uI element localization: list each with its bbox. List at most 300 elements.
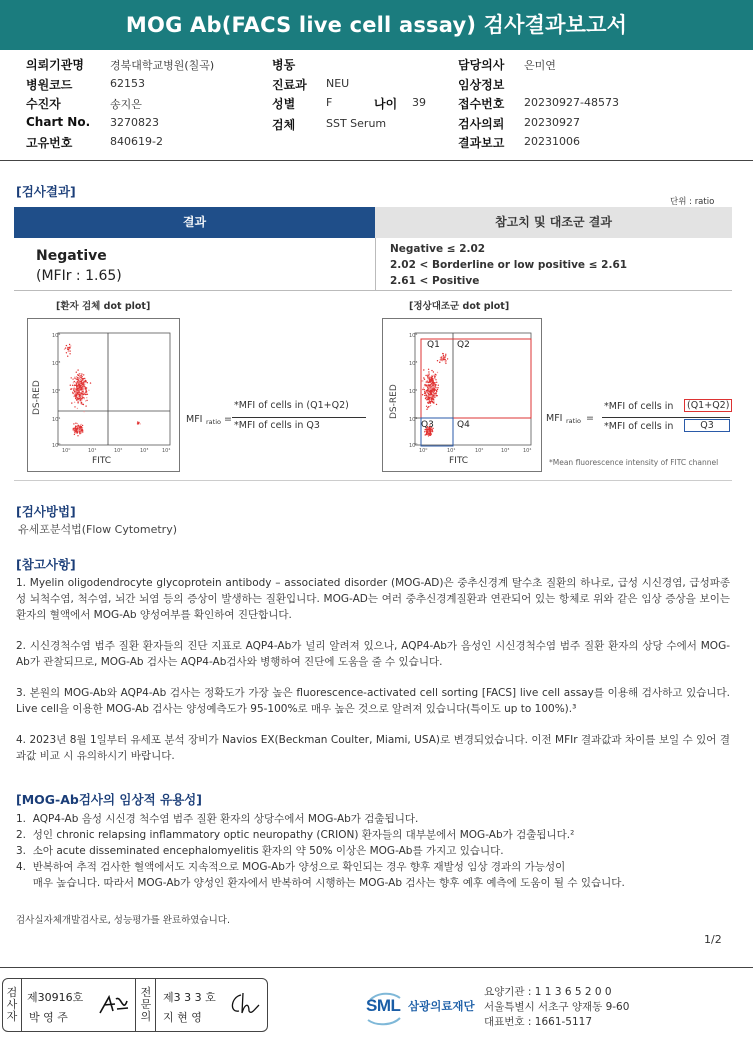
cell-dot [77,379,78,380]
examiner-signature [97,991,131,1019]
header-value: 20230927 [524,115,580,129]
cell-dot [430,403,431,404]
formula2-numerator-text: *MFI of cells in [604,401,674,412]
cell-dot [421,380,422,381]
cell-dot [429,380,430,381]
cell-dot [84,393,85,394]
control-plot-title: [정상대조군 dot plot] [409,301,510,312]
cell-dot [85,405,86,406]
cell-dot [428,371,429,372]
cell-dot [428,406,429,407]
header-value: 경북대학교병원(칠곡) [110,59,215,72]
cell-dot [71,402,72,403]
cell-dot [87,382,88,383]
header-info [0,50,753,160]
cell-dot [438,385,439,386]
cell-dot [79,375,80,376]
control-q2-label: Q2 [457,340,470,350]
cell-dot [83,385,84,386]
cell-dot [436,395,437,396]
header-label: 병원코드 [26,77,73,92]
cell-dot [436,390,437,391]
cell-dot [439,362,440,363]
cell-dot [82,425,83,426]
cell-dot [65,347,66,348]
cell-dot [424,379,425,380]
cell-dot [426,390,427,391]
cell-dot [74,406,75,407]
cell-dot [445,354,446,355]
cell-dot [436,404,437,405]
cell-dot [427,389,428,390]
header-label: 검사의뢰 [458,116,505,131]
patient-xlabel: FITC [92,456,112,466]
cell-dot [424,384,425,385]
control-q1-label: Q1 [427,340,440,350]
cell-dot [64,349,65,350]
cell-dot [433,395,434,396]
header-label: 수진자 [26,97,61,111]
patient-dot-plot [27,318,180,472]
header-value: SST Serum [326,117,387,131]
unit-label: 단위 : ratio [670,197,715,207]
cell-dot [81,381,82,382]
header-value: 62153 [110,76,145,90]
cell-dot [70,385,71,386]
cell-dot [425,434,426,435]
cell-dot [69,347,70,348]
cell-dot [78,394,79,395]
cell-dot [67,347,68,348]
header-label: 고유번호 [26,136,73,150]
control-xlabel: FITC [449,456,469,466]
cell-dot [435,387,436,388]
header-value: F [326,96,333,109]
result-column-header: 결과 [14,207,375,238]
svg-text:10³: 10³ [501,448,510,454]
org-phone: 대표번호 : 1661-5117 [484,1016,593,1028]
cell-dot [73,428,74,429]
cell-dot [88,390,89,391]
cell-dot [428,435,429,436]
cell-dot [78,389,79,390]
specialist-label: 전 문 의 [140,986,152,1023]
cell-dot [76,383,77,384]
cell-dot [137,421,138,422]
cell-dot [441,357,442,358]
cell-dot [429,391,430,392]
clinical-item: 3. 소아 acute disseminated encephalomyelitis 환자의 약 50% 이상은 MOG-Ab를 가지고 있습니다. [16,845,504,857]
cell-dot [67,356,68,357]
cell-dot [424,395,425,396]
control-q4-label: Q4 [457,420,470,430]
cell-dot [429,401,430,402]
cell-dot [430,405,431,406]
control-dot-plot [382,318,542,472]
formula2-numerator-box: (Q1+Q2) [684,399,732,412]
svg-text:10⁴: 10⁴ [52,333,61,339]
header-value: 은미연 [524,59,556,72]
result-section-title: [검사결과] [16,184,76,199]
org-name: 삼광의료재단 [408,999,475,1013]
cell-dot [434,376,435,377]
svg-text:10³: 10³ [409,361,418,367]
cell-dot [78,377,79,378]
cell-dot [80,373,81,374]
cell-dot [428,375,429,376]
cell-dot [76,388,77,389]
cell-dot [440,359,441,360]
patient-plot-title: [환자 검체 dot plot] [56,301,151,312]
result-line2: (MFIr : 1.65) [36,268,122,284]
header-label: 접수번호 [458,97,505,111]
cell-dot [433,401,434,402]
svg-text:10⁰: 10⁰ [409,443,418,449]
cell-dot [74,402,75,403]
cell-dot [435,374,436,375]
cell-dot [82,384,83,385]
cell-dot [81,375,82,376]
cell-dot [81,395,82,396]
cell-dot [70,345,71,346]
cell-dot [429,435,430,436]
org-info [484,985,629,1030]
plots-bottom-rule [14,480,732,481]
cell-dot [426,432,427,433]
cell-dot [79,382,80,383]
cell-dot [423,377,424,378]
formula2 [546,397,736,441]
cell-dot [79,373,80,374]
cell-dot [424,389,425,390]
cell-dot [74,389,75,390]
header-label: 담당의사 [458,58,505,72]
cell-dot [429,385,430,386]
cell-dot [74,381,75,382]
cell-dot [81,402,82,403]
cell-dot [71,377,72,378]
cell-dot [82,431,83,432]
cell-dot [80,388,81,389]
cell-dot [83,390,84,391]
header-label: 진료과 [272,77,307,92]
svg-text:10³: 10³ [140,448,149,454]
footer-top-rule [0,967,753,968]
cell-dot [431,384,432,385]
cell-dot [427,431,428,432]
reference-column-header: 참고치 및 대조군 결과 [375,207,732,238]
cell-dot [82,430,83,431]
cell-dot [434,390,435,391]
cell-dot [85,400,86,401]
cell-dot [90,382,91,383]
header-label: 성별 [272,97,296,111]
cell-dot [443,357,444,358]
cell-dot [84,378,85,379]
cell-dot [432,395,433,396]
control-ylabel: DS-RED [389,384,399,419]
cell-dot [73,378,74,379]
note-3: 3. 본원의 MOG-Ab와 AQP4-Ab 검사는 정확도가 가장 높은 fluorescence-activated cell sorting [FACS] live cell assay를 이용해 검사하고 있습니다. Live cell을 이용한 MOG-Ab 검사는 양성예측도가 95-100%로 매우 높은 것으로 알려져 있습니다(특이도 up to 100%).³ [16,687,730,715]
control-q1q2-box [421,339,531,418]
cell-dot [73,396,74,397]
result-value [36,246,122,286]
org-code: 요양기관 : 1 1 3 6 5 2 0 0 [484,986,612,998]
cell-dot [430,430,431,431]
svg-text:10³: 10³ [52,361,61,367]
cell-dot [80,398,81,399]
clinical-item: 매우 높습니다. 따라서 MOG-Ab가 양성인 환자에서 반복하여 시행하는 MOG-Ab 검사는 향후 예후 예측에 도움이 될 수 있습니다. [16,877,625,889]
cell-dot [76,397,77,398]
cell-dot [427,381,428,382]
cell-dot [427,396,428,397]
reference-values [390,241,627,289]
cell-dot [433,371,434,372]
cell-dot [422,389,423,390]
result-bottom-rule [14,290,732,291]
clinical-item: 4. 반복하여 추적 검사한 혈액에서도 지속적으로 MOG-Ab가 양성으로 확인되는 경우 향후 재발성 임상 경과의 가능성이 [16,861,566,873]
cell-dot [71,388,72,389]
cell-dot [85,387,86,388]
cell-dot [432,375,433,376]
cell-dot [442,358,443,359]
result-line1: Negative [36,248,107,264]
cell-dot [429,377,430,378]
cell-dot [77,402,78,403]
cell-dot [428,394,429,395]
cell-dot [429,389,430,390]
clinical-list [16,811,732,891]
header-value: 송지은 [110,98,142,111]
cell-dot [73,382,74,383]
cell-dot [83,381,84,382]
header-value: 840619-2 [110,135,163,148]
cell-dot [432,431,433,432]
svg-text:10⁰: 10⁰ [52,443,61,449]
patient-dots [64,344,141,437]
cell-dot [75,398,76,399]
cell-dot [77,369,78,370]
cell-dot [72,385,73,386]
cell-dot [432,386,433,387]
cell-dot [83,374,84,375]
note-4: 4. 2023년 8월 1일부터 유세포 분석 장비가 Navios EX(Beckman Coulter, Miami, USA)로 변경되었습니다. 이전 MFIr 결과값과 차이를 보일 수 있어 결과값 비교 시 유의하시기 바랍니다. [16,734,730,762]
cell-dot [432,382,433,383]
header-divider [0,160,753,161]
cell-dot [78,396,79,397]
cell-dot [77,393,78,394]
specialist-signature [225,989,263,1019]
formula2-denominator-box: Q3 [684,419,730,432]
cell-dot [84,383,85,384]
cell-dot [85,380,86,381]
cell-dot [435,385,436,386]
cell-dot [74,391,75,392]
cell-dot [427,378,428,379]
cell-dot [81,424,82,425]
cell-dot [76,381,77,382]
cell-dot [444,357,445,358]
cell-dot [77,435,78,436]
control-q3-label: Q3 [421,420,434,430]
formula2-ratio: ratio [566,417,581,425]
formula1 [186,399,372,439]
cell-dot [79,387,80,388]
cell-dot [76,376,77,377]
specialist-license: 제3 3 3 호 [163,991,216,1004]
cell-dot [75,396,76,397]
patient-ylabel: DS-RED [32,380,42,415]
cell-dot [426,395,427,396]
cell-dot [426,391,427,392]
cell-dot [428,369,429,370]
notes-body [16,575,730,764]
examiner-divider [21,979,22,1031]
cell-dot [431,380,432,381]
cell-dot [443,355,444,356]
header-value: 20230927-48573 [524,96,619,109]
cell-dot [83,404,84,405]
svg-text:10²: 10² [114,448,123,454]
cell-dot [427,407,428,408]
cell-dot [68,351,69,352]
cell-dot [74,377,75,378]
cell-dot [431,398,432,399]
cell-dot [82,378,83,379]
cell-dot [86,397,87,398]
cell-dot [77,428,78,429]
cell-dot [80,397,81,398]
formula1-mfi: MFI [186,414,203,425]
cell-dot [431,375,432,376]
cell-dot [427,400,428,401]
formula2-fraction-bar [602,417,730,418]
formula1-numerator: *MFI of cells in (Q1+Q2) [234,400,349,411]
reference-borderline: 2.02 < Borderline or low positive ≤ 2.61 [390,259,628,271]
cell-dot [426,385,427,386]
cell-dot [74,430,75,431]
mfi-footnote: *Mean fluorescence intensity of FITC channel [549,458,719,467]
cell-dot [431,433,432,434]
notes-title: [참고사항] [16,557,76,572]
cell-dot [81,400,82,401]
age-value: 39 [412,96,426,109]
cell-dot [445,362,446,363]
cell-dot [431,400,432,401]
cell-dot [76,372,77,373]
cell-dot [79,385,80,386]
cell-dot [76,386,77,387]
cell-dot [431,383,432,384]
page-number: 1/2 [704,933,722,946]
formula2-eq: = [586,413,594,424]
cell-dot [427,402,428,403]
cell-dot [430,388,431,389]
age-label: 나이 [374,97,398,111]
cell-dot [80,432,81,433]
cell-dot [426,406,427,407]
cell-dot [430,393,431,394]
cell-dot [426,434,427,435]
cell-dot [427,398,428,399]
cell-dot [445,359,446,360]
cell-dot [86,390,87,391]
report-title: MOG Ab(FACS live cell assay) 검사결과보고서 [0,0,753,50]
cell-dot [82,398,83,399]
cell-dot [81,379,82,380]
cell-dot [72,393,73,394]
cell-dot [435,384,436,385]
clinical-title: [MOG-Ab검사의 임상적 유용성] [16,792,202,807]
sml-logo [366,990,402,1026]
cell-dot [435,392,436,393]
cell-dot [81,377,82,378]
cell-dot [428,392,429,393]
cell-dot [433,396,434,397]
cell-dot [77,430,78,431]
svg-text:10²: 10² [52,389,61,395]
cell-dot [433,378,434,379]
cell-dot [69,344,70,345]
cell-dot [66,345,67,346]
cell-dot [426,409,427,410]
svg-text:10²: 10² [409,389,418,395]
cell-dot [423,387,424,388]
svg-text:10⁰: 10⁰ [62,448,71,454]
formula2-mfi: MFI [546,413,563,424]
cell-dot [83,382,84,383]
header-value: NEU [326,76,350,90]
cell-dot [429,379,430,380]
cell-dot [75,430,76,431]
cell-dot [66,352,67,353]
cell-dot [445,355,446,356]
cell-dot [78,379,79,380]
cell-dot [79,390,80,391]
cell-dot [81,403,82,404]
reference-negative: Negative ≤ 2.02 [390,243,486,255]
formula2-denominator-text: *MFI of cells in [604,421,674,432]
cell-dot [425,397,426,398]
result-vertical-divider [375,238,376,290]
examiner-license: 제30916호 [27,991,84,1004]
cell-dot [78,425,79,426]
cell-dot [443,353,444,354]
svg-text:10²: 10² [475,448,484,454]
clinical-item: 1. AQP4-Ab 음성 시신경 척수염 범주 질환 환자의 상당수에서 MOG-Ab가 검출됩니다. [16,813,419,825]
cell-dot [72,388,73,389]
svg-text:10⁰: 10⁰ [419,448,428,454]
formula1-fraction-bar [232,417,366,418]
cell-dot [431,376,432,377]
header-label: 임상정보 [458,77,505,92]
cell-dot [437,387,438,388]
svg-text:10¹: 10¹ [88,448,97,454]
cell-dot [78,398,79,399]
cell-dot [436,391,437,392]
signature-box [2,978,268,1032]
sml-logo-text: SML [366,996,401,1015]
signature-middle-divider [135,979,136,1031]
cell-dot [86,400,87,401]
cell-dot [72,392,73,393]
svg-text:10⁴: 10⁴ [523,448,532,454]
cell-dot [81,387,82,388]
cell-dot [432,392,433,393]
cell-dot [75,423,76,424]
note-1: 1. Myelin oligodendrocyte glycoprotein antibody – associated disorder (MOG-AD)은 중추신경계 탈수초 질환의 하나로, 급성 시신경염, 급성파종성 뇌척수염, 척수염, 뇌간 뇌염 등의 증상이 발생하는 질환입니다. MOG-AD는 여러 중추신경계질환과 연관되어 있는 항체로 위와 같은 임상 증상을 보이는 환자의 혈액에서 MOG-Ab 양성여부를 확인하여 진단합니다. [16,577,730,621]
header-value: 20231006 [524,135,580,148]
